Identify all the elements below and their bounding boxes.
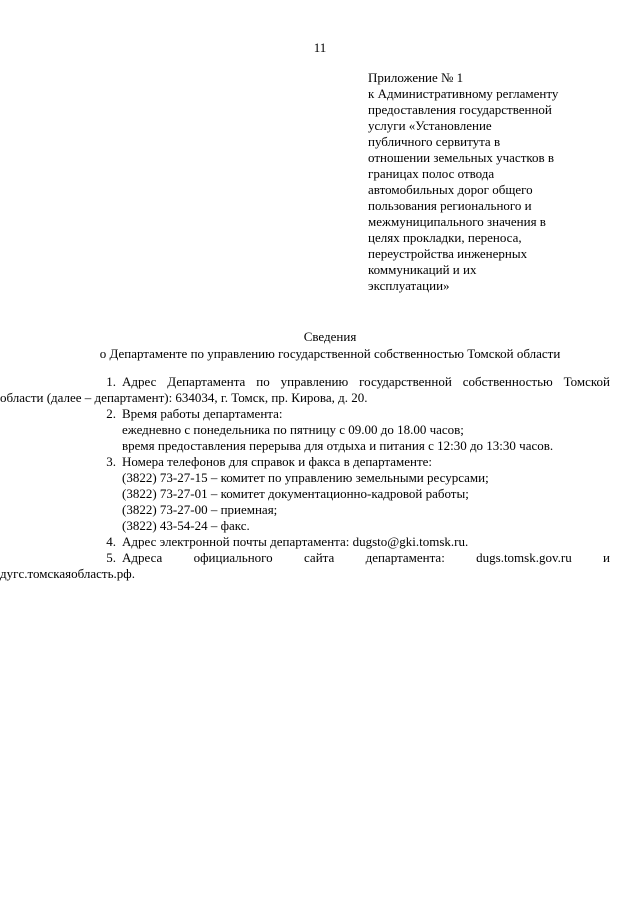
phone-line — [60, 486, 610, 502]
appendix-line: границах полос отвода — [368, 166, 495, 181]
list-item-continuation — [0, 390, 610, 406]
list-item-detail — [60, 422, 610, 438]
item-text: Адрес электронной почты департамента: dugsto@gki.tomsk.ru. — [122, 534, 469, 549]
item-number: 3. — [106, 454, 116, 469]
appendix-line: переустройства инженерных — [368, 246, 528, 261]
appendix-line: целях прокладки, переноса, — [368, 230, 522, 245]
item-text: Время работы департамента: — [122, 406, 283, 421]
appendix-line: услуги «Установление — [368, 118, 492, 133]
item-text: дугс.томскаяобласть.рф. — [0, 566, 135, 581]
phone-text: (3822) 73-27-15 – комитет по управлению земельными ресурсами; — [122, 470, 489, 485]
item-text: области (далее – департамент): 634034, г. Томск, пр. Кирова, д. 20. — [0, 390, 368, 405]
appendix-line: отношении земельных участков в — [368, 150, 555, 165]
item-number: 4. — [106, 534, 116, 549]
list-item — [60, 534, 610, 550]
appendix-line: предоставления государственной — [368, 102, 552, 117]
list-item — [60, 550, 610, 566]
phone-text: (3822) 73-27-00 – приемная; — [122, 502, 278, 517]
appendix-block — [368, 70, 583, 294]
list-item — [60, 374, 610, 390]
item-text: Адреса официального сайта департамента: dugs.tomsk.gov.ru и — [122, 550, 610, 565]
phone-line — [60, 518, 610, 534]
item-text: Номера телефонов для справок и факса в департаменте: — [122, 454, 433, 469]
appendix-line: коммуникаций и их — [368, 262, 477, 277]
appendix-line: Приложение № 1 — [368, 70, 464, 85]
appendix-line: автомобильных дорог общего — [368, 182, 533, 197]
heading-subtitle: о Департаменте по управлению государственной собственностью Томской области — [99, 346, 561, 361]
item-number: 5. — [106, 550, 116, 565]
item-detail: время предоставления перерыва для отдыха и питания с 12:30 до 13:30 часов. — [122, 438, 554, 453]
list-item-continuation — [0, 566, 610, 582]
phone-line — [60, 502, 610, 518]
appendix-line: межмуниципального значения в — [368, 214, 546, 229]
appendix-line: эксплуатации» — [368, 278, 450, 293]
appendix-line: пользования регионального и — [368, 198, 532, 213]
phone-line — [60, 470, 610, 486]
phone-text: (3822) 43-54-24 – факс. — [122, 518, 250, 533]
list-item — [60, 454, 610, 470]
section-heading — [40, 328, 620, 362]
item-text: Адрес Департамента по управлению государственной собственностью Томской — [122, 374, 610, 389]
info-list — [0, 374, 610, 582]
page-number: 11 — [313, 40, 327, 55]
item-detail: ежедневно с понедельника по пятницу с 09.00 до 18.00 часов; — [122, 422, 464, 437]
item-number: 2. — [106, 406, 116, 421]
list-item-detail — [60, 438, 610, 454]
phone-text: (3822) 73-27-01 – комитет документационно-кадровой работы; — [122, 486, 469, 501]
appendix-line: публичного сервитута в — [368, 134, 501, 149]
heading-title: Сведения — [303, 329, 357, 344]
list-item — [60, 406, 610, 422]
item-number: 1. — [106, 374, 116, 389]
appendix-line: к Административному регламенту — [368, 86, 559, 101]
